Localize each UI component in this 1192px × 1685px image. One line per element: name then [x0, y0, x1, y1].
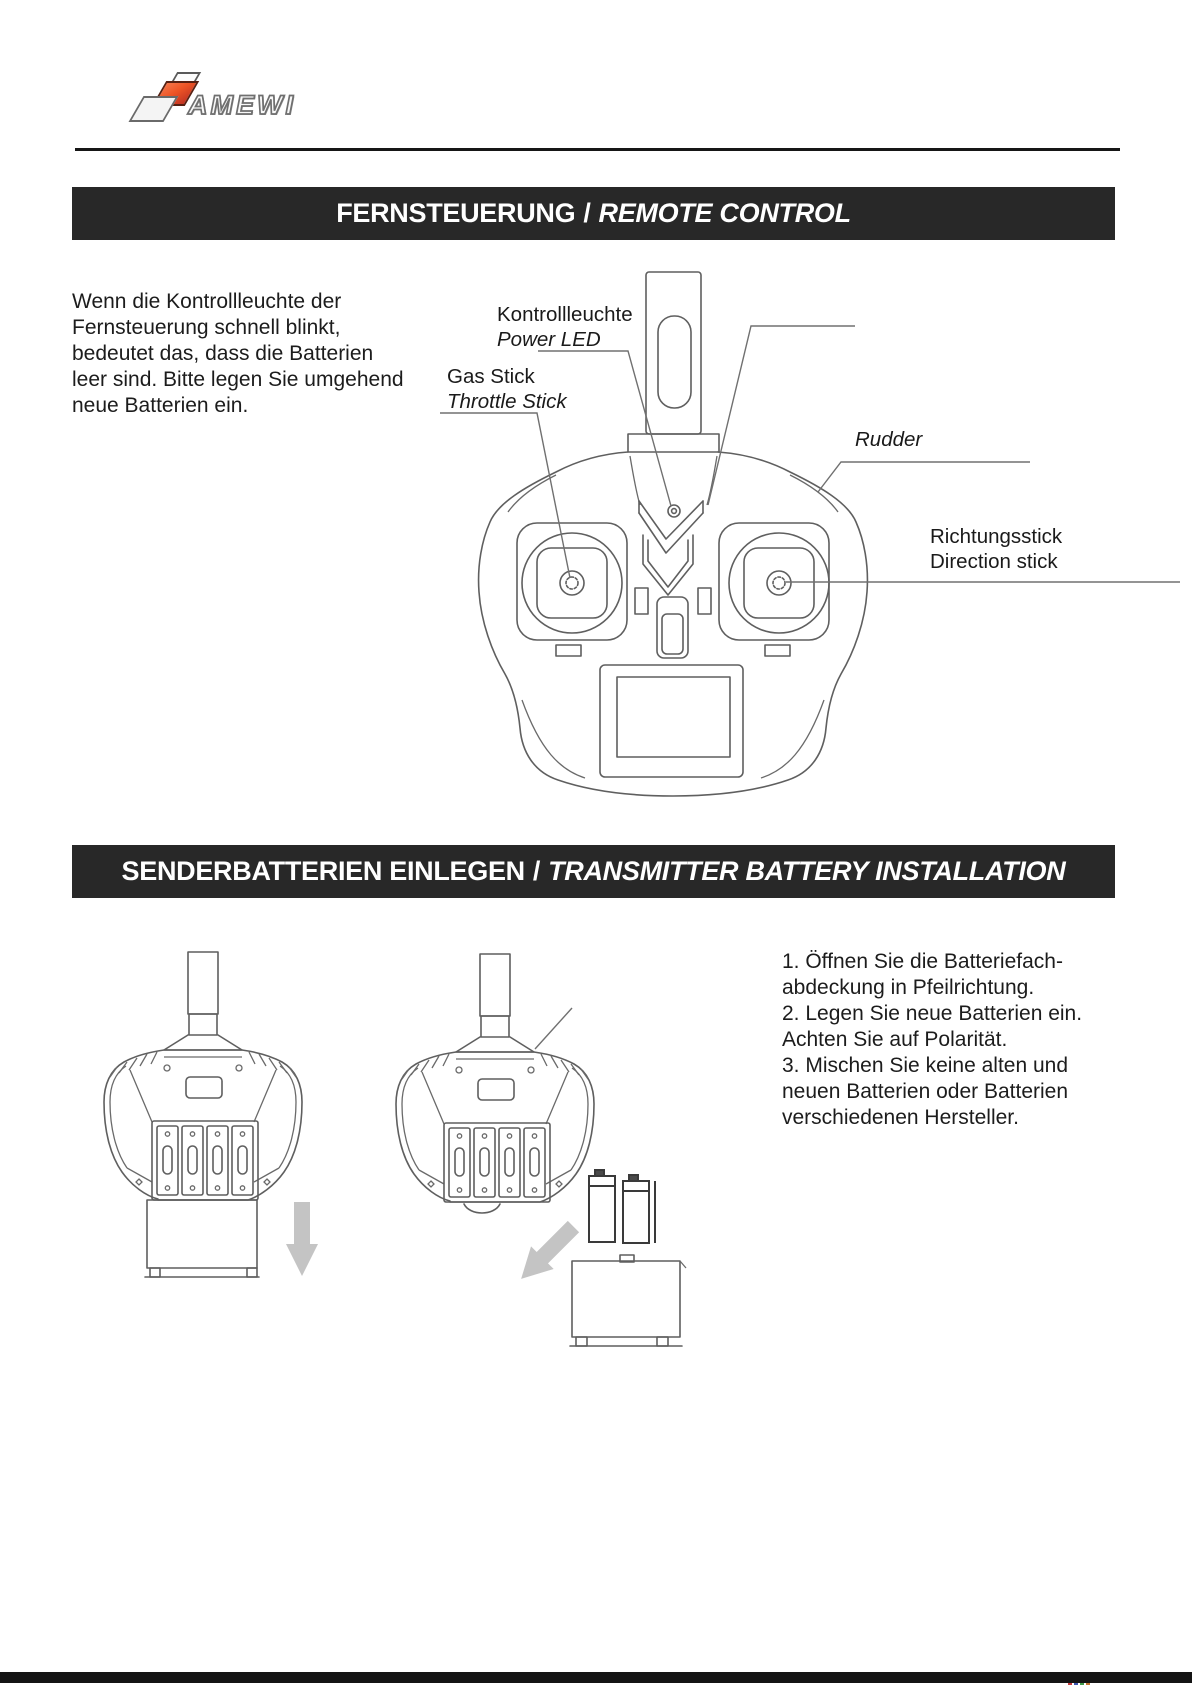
intro-line: Fernsteuerung schnell blinkt, [72, 316, 341, 339]
step-line: verschiedenen Hersteller. [782, 1106, 1019, 1129]
back-view-step1 [104, 952, 318, 1277]
label-rudder: Rudder [855, 428, 923, 451]
label-throttle-de: Gas Stick [447, 365, 535, 388]
antenna [628, 272, 719, 452]
throttle-stick-control [522, 533, 622, 633]
battery-cover-attached [145, 1200, 259, 1277]
step-line: neuen Batterien oder Batterien [782, 1080, 1069, 1103]
section2-title-separator: / [532, 856, 541, 886]
batteries [589, 1170, 655, 1243]
step-line: Achten Sie auf Polarität. [782, 1028, 1008, 1051]
label-throttle-en: Throttle Stick [447, 390, 567, 413]
power-led [668, 505, 680, 517]
section1-title-separator: / [583, 198, 591, 228]
section2-heading-bar [72, 845, 1115, 898]
intro-paragraph [72, 289, 482, 419]
intro-line: neue Batterien ein. [72, 394, 249, 417]
header-rule [75, 148, 1120, 151]
amewi-logo [64, 68, 314, 130]
step-line: 2. Legen Sie neue Batterien ein. [782, 1002, 1083, 1025]
back-view-step2 [396, 954, 686, 1346]
leader-line-top-right [708, 326, 855, 505]
footer-rule [0, 1672, 1192, 1683]
down-arrow [286, 1202, 318, 1276]
logo-white-parallelogram-icon [128, 96, 178, 122]
step-line: 1. Öffnen Sie die Batteriefach- [782, 950, 1063, 973]
label-direction [930, 524, 1062, 574]
intro-line: Wenn die Kontrollleuchte der [72, 290, 342, 313]
section2-title-de: SENDERBATTERIEN EINLEGEN [121, 856, 525, 886]
label-direction-en: Direction stick [930, 550, 1058, 573]
battery-steps [782, 949, 1142, 1131]
logo-wordmark: AMEWI [188, 90, 296, 120]
battery-cover-removed [570, 1255, 686, 1346]
label-throttle [447, 364, 567, 414]
direction-stick-control [729, 533, 829, 633]
controller-body [479, 452, 868, 796]
leader-line-throttle [440, 413, 570, 578]
leader-line-rudder [818, 462, 1030, 492]
diagonal-arrow [510, 1215, 585, 1290]
lcd-screen [600, 665, 743, 777]
battery-installation-diagrams [88, 930, 710, 1370]
section1-heading-bar [72, 187, 1115, 240]
step-line: abdeckung in Pfeilrichtung. [782, 976, 1035, 999]
chevron-emblem [639, 501, 703, 595]
section1-title-en: REMOTE CONTROL [598, 198, 851, 228]
power-switch [657, 597, 688, 658]
label-power-led [497, 302, 633, 352]
leader-line-cover [535, 1008, 572, 1049]
label-direction-de: Richtungsstick [930, 525, 1063, 548]
intro-line: bedeutet das, dass die Batterien [72, 342, 374, 365]
section2-title-en: TRANSMITTER BATTERY INSTALLATION [548, 856, 1066, 886]
label-power-led-de: Kontrollleuchte [497, 303, 633, 326]
step-line: 3. Mischen Sie keine alten und [782, 1054, 1069, 1077]
intro-line: leer sind. Bitte legen Sie umgehend [72, 368, 404, 391]
section1-title-de: FERNSTEUERUNG [336, 198, 576, 228]
label-power-led-en: Power LED [497, 328, 601, 351]
